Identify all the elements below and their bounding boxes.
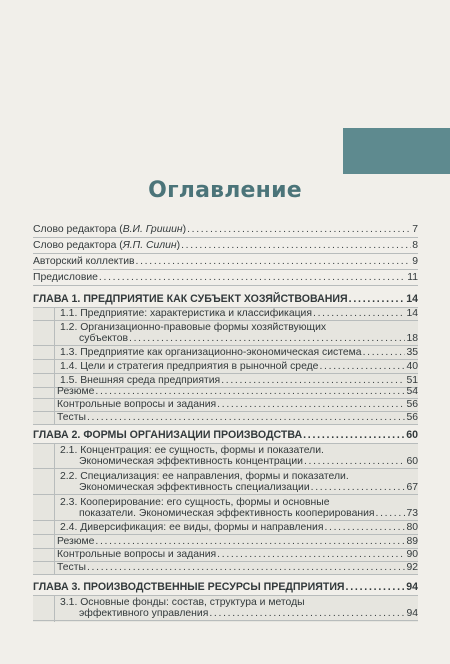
- page-number: 94: [406, 581, 418, 593]
- page-number: 8: [412, 240, 418, 251]
- section-entry-line[interactable]: 3.1. Основные фонды: состав, структура и методы: [60, 597, 305, 608]
- corner-tab: [343, 128, 450, 174]
- entry-label: 1.1. Предприятие: характеристика и классификация: [60, 308, 312, 319]
- section-entry[interactable]: [60, 522, 418, 533]
- chapter-rule: [54, 596, 55, 622]
- entry-label: Слово редактора (В.И. Гришин): [33, 224, 187, 235]
- entry-label: 1.3. Предприятие как организационно-экономическая система: [60, 347, 362, 358]
- entry-label: показатели. Экономическая эффективность кооперирования: [79, 508, 375, 519]
- extra-entry[interactable]: [57, 549, 418, 560]
- dot-leader: [95, 536, 405, 547]
- front-entry[interactable]: [33, 272, 418, 283]
- dot-leader: [363, 347, 406, 358]
- page-number: 67: [406, 482, 418, 493]
- extra-entry[interactable]: [57, 399, 418, 410]
- entry-label: Резюме: [57, 386, 95, 397]
- page-number: 35: [406, 347, 418, 358]
- entry-label: Тесты: [57, 412, 86, 423]
- dot-leader: [319, 361, 405, 372]
- section-entry[interactable]: [79, 333, 418, 344]
- section-entry-line[interactable]: 2.1. Концентрация: ее сущность, формы и показатели.: [60, 445, 324, 456]
- front-entry[interactable]: [33, 224, 418, 235]
- page-number: 94: [406, 608, 418, 619]
- dot-leader: [209, 608, 405, 619]
- divider: [33, 574, 418, 575]
- page-number: 90: [406, 549, 418, 560]
- entry-label: 2.4. Диверсификация: ее виды, формы и направления: [60, 522, 324, 533]
- divider: [33, 237, 418, 238]
- dot-leader: [346, 582, 406, 593]
- page-number: 60: [406, 429, 418, 441]
- divider: [33, 468, 418, 469]
- page-number: 73: [406, 508, 418, 519]
- divider: [33, 494, 418, 495]
- page-number: 92: [406, 562, 418, 573]
- entry-label: Резюме: [57, 536, 95, 547]
- dot-leader: [129, 333, 405, 344]
- section-entry[interactable]: [60, 361, 418, 372]
- page-number: 14: [406, 308, 418, 319]
- section-entry-line[interactable]: 1.2. Организационно-правовые формы хозяйствующих: [60, 322, 327, 333]
- entry-label: Тесты: [57, 562, 86, 573]
- chapter-heading[interactable]: [33, 582, 418, 593]
- chapter-heading[interactable]: [33, 430, 418, 441]
- page-number: 56: [406, 412, 418, 423]
- section-entry[interactable]: [79, 608, 418, 619]
- extra-entry[interactable]: [57, 386, 418, 397]
- extra-entry[interactable]: [57, 562, 418, 573]
- entry-label: ГЛАВА 1. ПРЕДПРИЯТИЕ КАК СУБЪЕКТ ХОЗЯЙСТВОВАНИЯ: [33, 293, 348, 305]
- section-entry[interactable]: [79, 508, 418, 519]
- page-number: 51: [406, 375, 418, 386]
- entry-label: ГЛАВА 3. ПРОИЗВОДСТВЕННЫЕ РЕСУРСЫ ПРЕДПРИЯТИЯ: [33, 581, 345, 593]
- section-entry[interactable]: [60, 308, 418, 319]
- dot-leader: [136, 256, 412, 267]
- entry-label: ГЛАВА 2. ФОРМЫ ОРГАНИЗАЦИИ ПРОИЗВОДСТВА: [33, 429, 303, 441]
- page-number: 80: [406, 522, 418, 533]
- dot-leader: [303, 430, 405, 441]
- page-number: 14: [406, 293, 418, 305]
- chapter-rule: [54, 308, 55, 424]
- page-number: 54: [406, 386, 418, 397]
- chapter-heading[interactable]: [33, 294, 418, 305]
- divider: [33, 534, 418, 535]
- page-number: 40: [406, 361, 418, 372]
- front-entry[interactable]: [33, 240, 418, 251]
- section-entry[interactable]: [79, 456, 418, 467]
- divider: [33, 285, 418, 286]
- entry-label: Экономическая эффективность специализации: [79, 482, 310, 493]
- entry-label: 1.4. Цели и стратегия предприятия в рыночной среде: [60, 361, 319, 372]
- entry-label: субъектов: [79, 333, 128, 344]
- dot-leader: [349, 294, 406, 305]
- dot-leader: [87, 412, 405, 423]
- extra-entry[interactable]: [57, 412, 418, 423]
- page-number: 7: [412, 224, 418, 235]
- page-number: 18: [406, 333, 418, 344]
- dot-leader: [313, 308, 405, 319]
- section-entry[interactable]: [60, 347, 418, 358]
- divider: [33, 424, 418, 425]
- extra-entry[interactable]: [57, 536, 418, 547]
- dot-leader: [304, 456, 406, 467]
- divider: [33, 345, 418, 346]
- chapter-rule: [54, 444, 55, 574]
- entry-label: Контрольные вопросы и задания: [57, 549, 217, 560]
- dot-leader: [95, 386, 405, 397]
- front-entry[interactable]: [33, 256, 418, 267]
- dot-leader: [87, 562, 405, 573]
- entry-label: Слово редактора (Я.П. Силин): [33, 240, 181, 251]
- entry-label: Контрольные вопросы и задания: [57, 399, 217, 410]
- dot-leader: [217, 399, 405, 410]
- entry-label: 1.5. Внешняя среда предприятия: [60, 375, 221, 386]
- divider: [33, 520, 418, 521]
- dot-leader: [376, 508, 406, 519]
- dot-leader: [311, 482, 406, 493]
- divider: [33, 359, 418, 360]
- dot-leader: [187, 224, 411, 235]
- page-number: 89: [406, 536, 418, 547]
- section-entry-line[interactable]: 2.3. Кооперирование: его сущность, формы и основные: [60, 497, 330, 508]
- section-entry[interactable]: [60, 375, 418, 386]
- divider: [33, 253, 418, 254]
- entry-label: Предисловие: [33, 272, 98, 283]
- dot-leader: [221, 375, 405, 386]
- page-title: Оглавление: [148, 178, 302, 203]
- page-number: 60: [406, 456, 418, 467]
- divider: [33, 443, 418, 444]
- entry-label: Авторский коллектив: [33, 256, 135, 267]
- section-entry-line[interactable]: 2.2. Специализация: ее направления, формы и показатели.: [60, 471, 349, 482]
- divider: [33, 595, 418, 596]
- dot-leader: [181, 240, 411, 251]
- dot-leader: [99, 272, 406, 283]
- dot-leader: [324, 522, 405, 533]
- divider: [33, 269, 418, 270]
- dot-leader: [217, 549, 405, 560]
- entry-label: Экономическая эффективность концентрации: [79, 456, 303, 467]
- section-entry[interactable]: [79, 482, 418, 493]
- page-number: 56: [406, 399, 418, 410]
- divider: [33, 320, 418, 321]
- entry-label: эффективного управления: [79, 608, 209, 619]
- divider: [33, 373, 418, 374]
- page-number: 11: [407, 272, 418, 283]
- divider: [33, 620, 418, 621]
- page-number: 9: [412, 256, 418, 267]
